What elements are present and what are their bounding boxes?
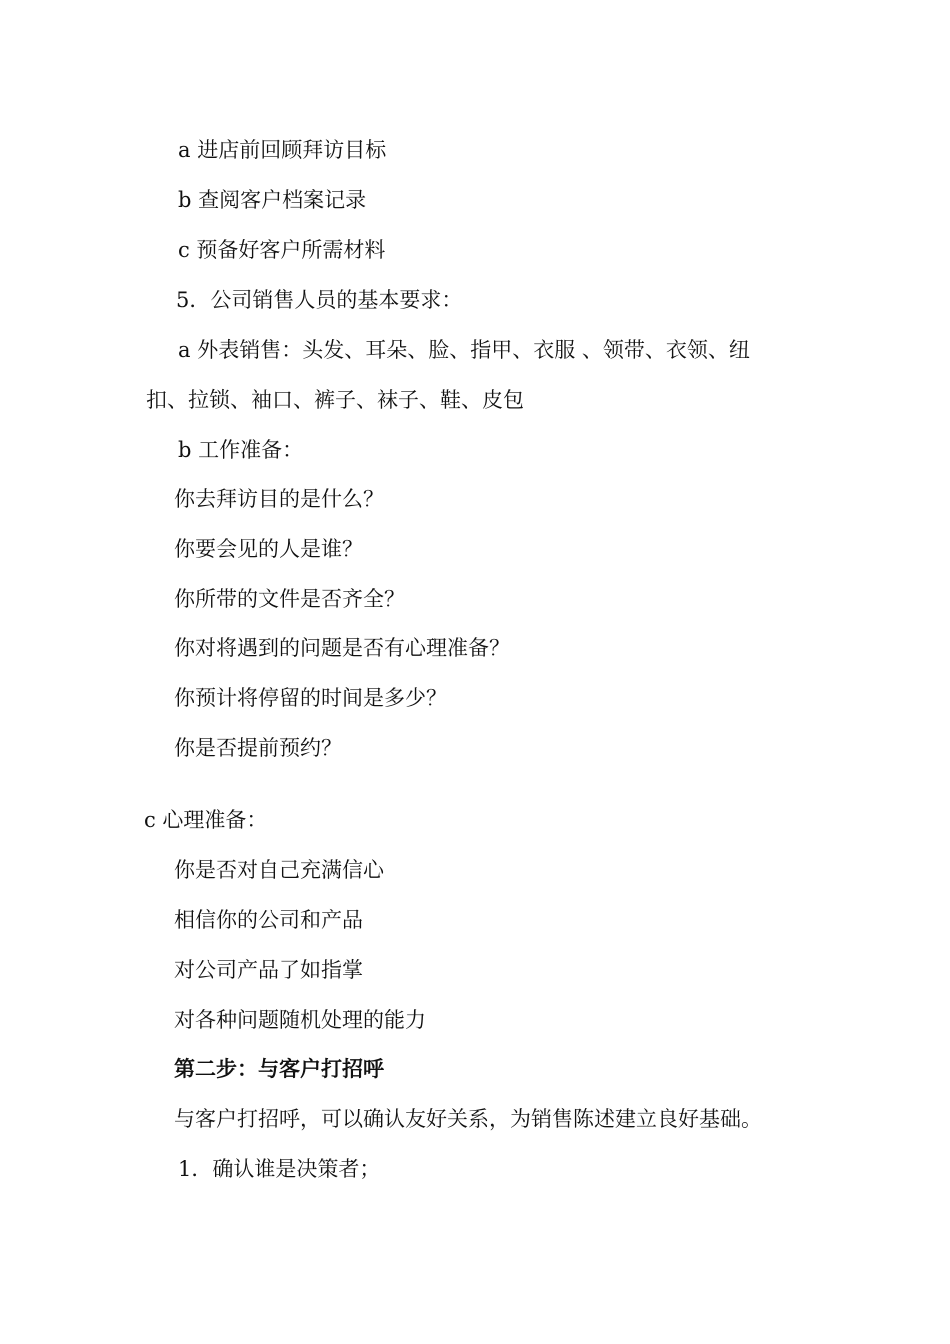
list-item-1-decision-maker: 1．确认谁是决策者； [178, 1157, 381, 1181]
section-heading-basic-requirements: 5．公司销售人员的基本要求： [176, 288, 463, 312]
list-item-c-psychological-preparation: c 心理准备： [144, 808, 268, 832]
question-duration: 你预计将停留的时间是多少？ [174, 686, 447, 710]
list-item-c-prepare-materials: c 预备好客户所需材料 [178, 238, 386, 262]
question-who-to-meet: 你要会见的人是谁？ [174, 537, 363, 561]
list-item-b-work-preparation: b 工作准备： [178, 438, 304, 462]
item-product-knowledge: 对公司产品了如指掌 [174, 958, 363, 982]
list-item-a-appearance-continued: 扣、拉锁、袖口、裤子、袜子、鞋、皮包 [146, 388, 524, 412]
step-two-heading: 第二步：与客户打招呼 [174, 1056, 384, 1081]
step-two-paragraph: 与客户打招呼，可以确认友好关系，为销售陈述建立良好基础。 [174, 1107, 762, 1131]
question-purpose: 你去拜访目的是什么？ [174, 487, 384, 511]
question-appointment: 你是否提前预约？ [174, 736, 342, 760]
list-item-a-appearance: a 外表销售：头发、耳朵、脸、指甲、衣服 、领带、衣领、纽 [178, 338, 750, 362]
item-trust-company: 相信你的公司和产品 [174, 908, 363, 932]
list-item-b-check-records: b 查阅客户档案记录 [178, 188, 367, 212]
list-item-a-review-goal: a 进店前回顾拜访目标 [178, 138, 387, 162]
item-problem-handling: 对各种问题随机处理的能力 [174, 1008, 426, 1032]
question-mental-readiness: 你对将遇到的问题是否有心理准备？ [174, 636, 510, 660]
item-self-confidence: 你是否对自己充满信心 [174, 858, 384, 882]
question-documents: 你所带的文件是否齐全？ [174, 587, 405, 611]
